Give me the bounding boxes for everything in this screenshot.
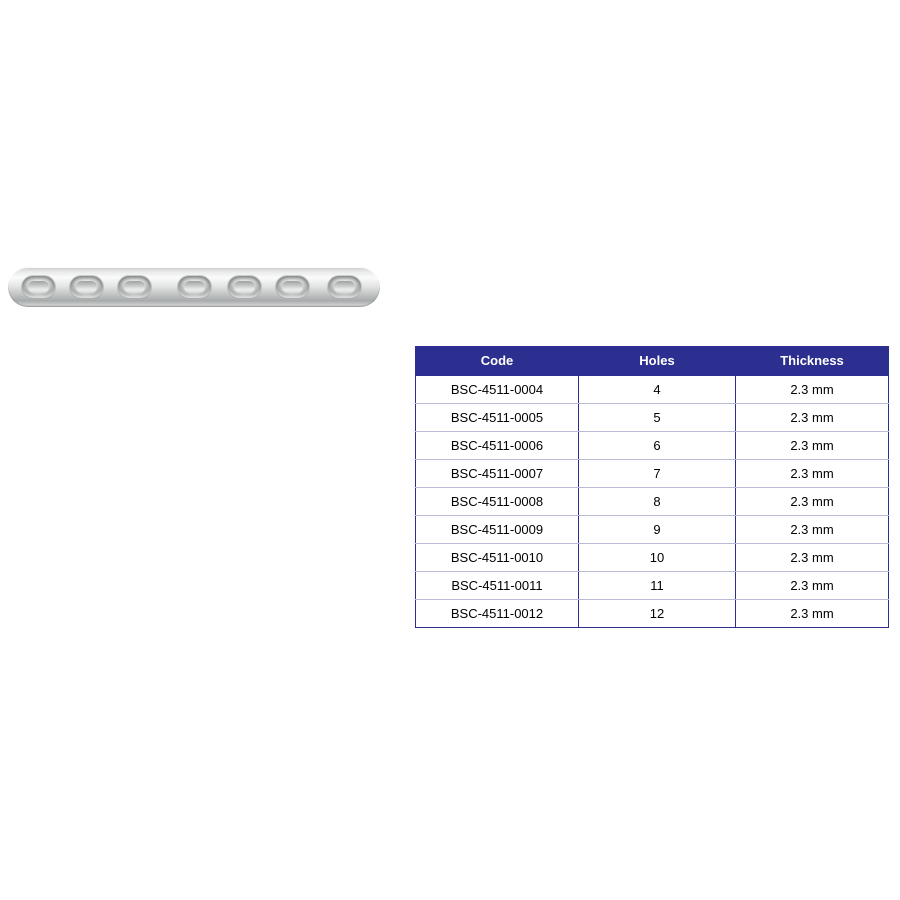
cell-code: BSC-4511-0008: [416, 488, 579, 516]
bone-plate-illustration: [8, 267, 380, 307]
table-row: [416, 516, 889, 544]
cell-holes: 10: [579, 544, 736, 572]
plate-hole-inner: [282, 281, 303, 293]
cell-holes: 11: [579, 572, 736, 600]
cell-thickness: 2.3 mm: [736, 376, 889, 404]
plate-hole-inner: [184, 281, 205, 293]
table-row: [416, 432, 889, 460]
specification-table: [415, 346, 889, 628]
table-header-row: [416, 347, 889, 376]
cell-thickness: 2.3 mm: [736, 432, 889, 460]
cell-code: BSC-4511-0012: [416, 600, 579, 628]
cell-thickness: 2.3 mm: [736, 460, 889, 488]
cell-code: BSC-4511-0004: [416, 376, 579, 404]
cell-thickness: 2.3 mm: [736, 544, 889, 572]
table-row: [416, 404, 889, 432]
cell-holes: 12: [579, 600, 736, 628]
plate-hole-inner: [334, 281, 355, 293]
cell-code: BSC-4511-0006: [416, 432, 579, 460]
cell-holes: 7: [579, 460, 736, 488]
table-row: [416, 600, 889, 628]
column-header-code: Code: [416, 347, 579, 376]
cell-code: BSC-4511-0007: [416, 460, 579, 488]
plate-hole-inner: [124, 281, 145, 293]
plate-hole-inner: [234, 281, 255, 293]
cell-thickness: 2.3 mm: [736, 404, 889, 432]
table-row: [416, 572, 889, 600]
column-header-holes: Holes: [579, 347, 736, 376]
column-header-thickness: Thickness: [736, 347, 889, 376]
cell-code: BSC-4511-0009: [416, 516, 579, 544]
table-row: [416, 460, 889, 488]
cell-holes: 8: [579, 488, 736, 516]
cell-thickness: 2.3 mm: [736, 572, 889, 600]
plate-hole-inner: [76, 281, 97, 293]
cell-code: BSC-4511-0005: [416, 404, 579, 432]
table-header: [416, 347, 889, 376]
cell-thickness: 2.3 mm: [736, 488, 889, 516]
cell-code: BSC-4511-0011: [416, 572, 579, 600]
cell-holes: 9: [579, 516, 736, 544]
plate-hole: [178, 276, 211, 298]
plate-hole-inner: [28, 281, 49, 293]
plate-hole: [70, 276, 103, 298]
table-body: [416, 376, 889, 628]
table-row: [416, 488, 889, 516]
plate-hole: [228, 276, 261, 298]
plate-hole: [276, 276, 309, 298]
cell-holes: 5: [579, 404, 736, 432]
plate-hole: [328, 276, 361, 298]
table-row: [416, 376, 889, 404]
cell-thickness: 2.3 mm: [736, 600, 889, 628]
cell-holes: 4: [579, 376, 736, 404]
plate-hole: [22, 276, 55, 298]
cell-holes: 6: [579, 432, 736, 460]
cell-code: BSC-4511-0010: [416, 544, 579, 572]
plate-hole: [118, 276, 151, 298]
product-image: [8, 255, 388, 315]
cell-thickness: 2.3 mm: [736, 516, 889, 544]
table-row: [416, 544, 889, 572]
